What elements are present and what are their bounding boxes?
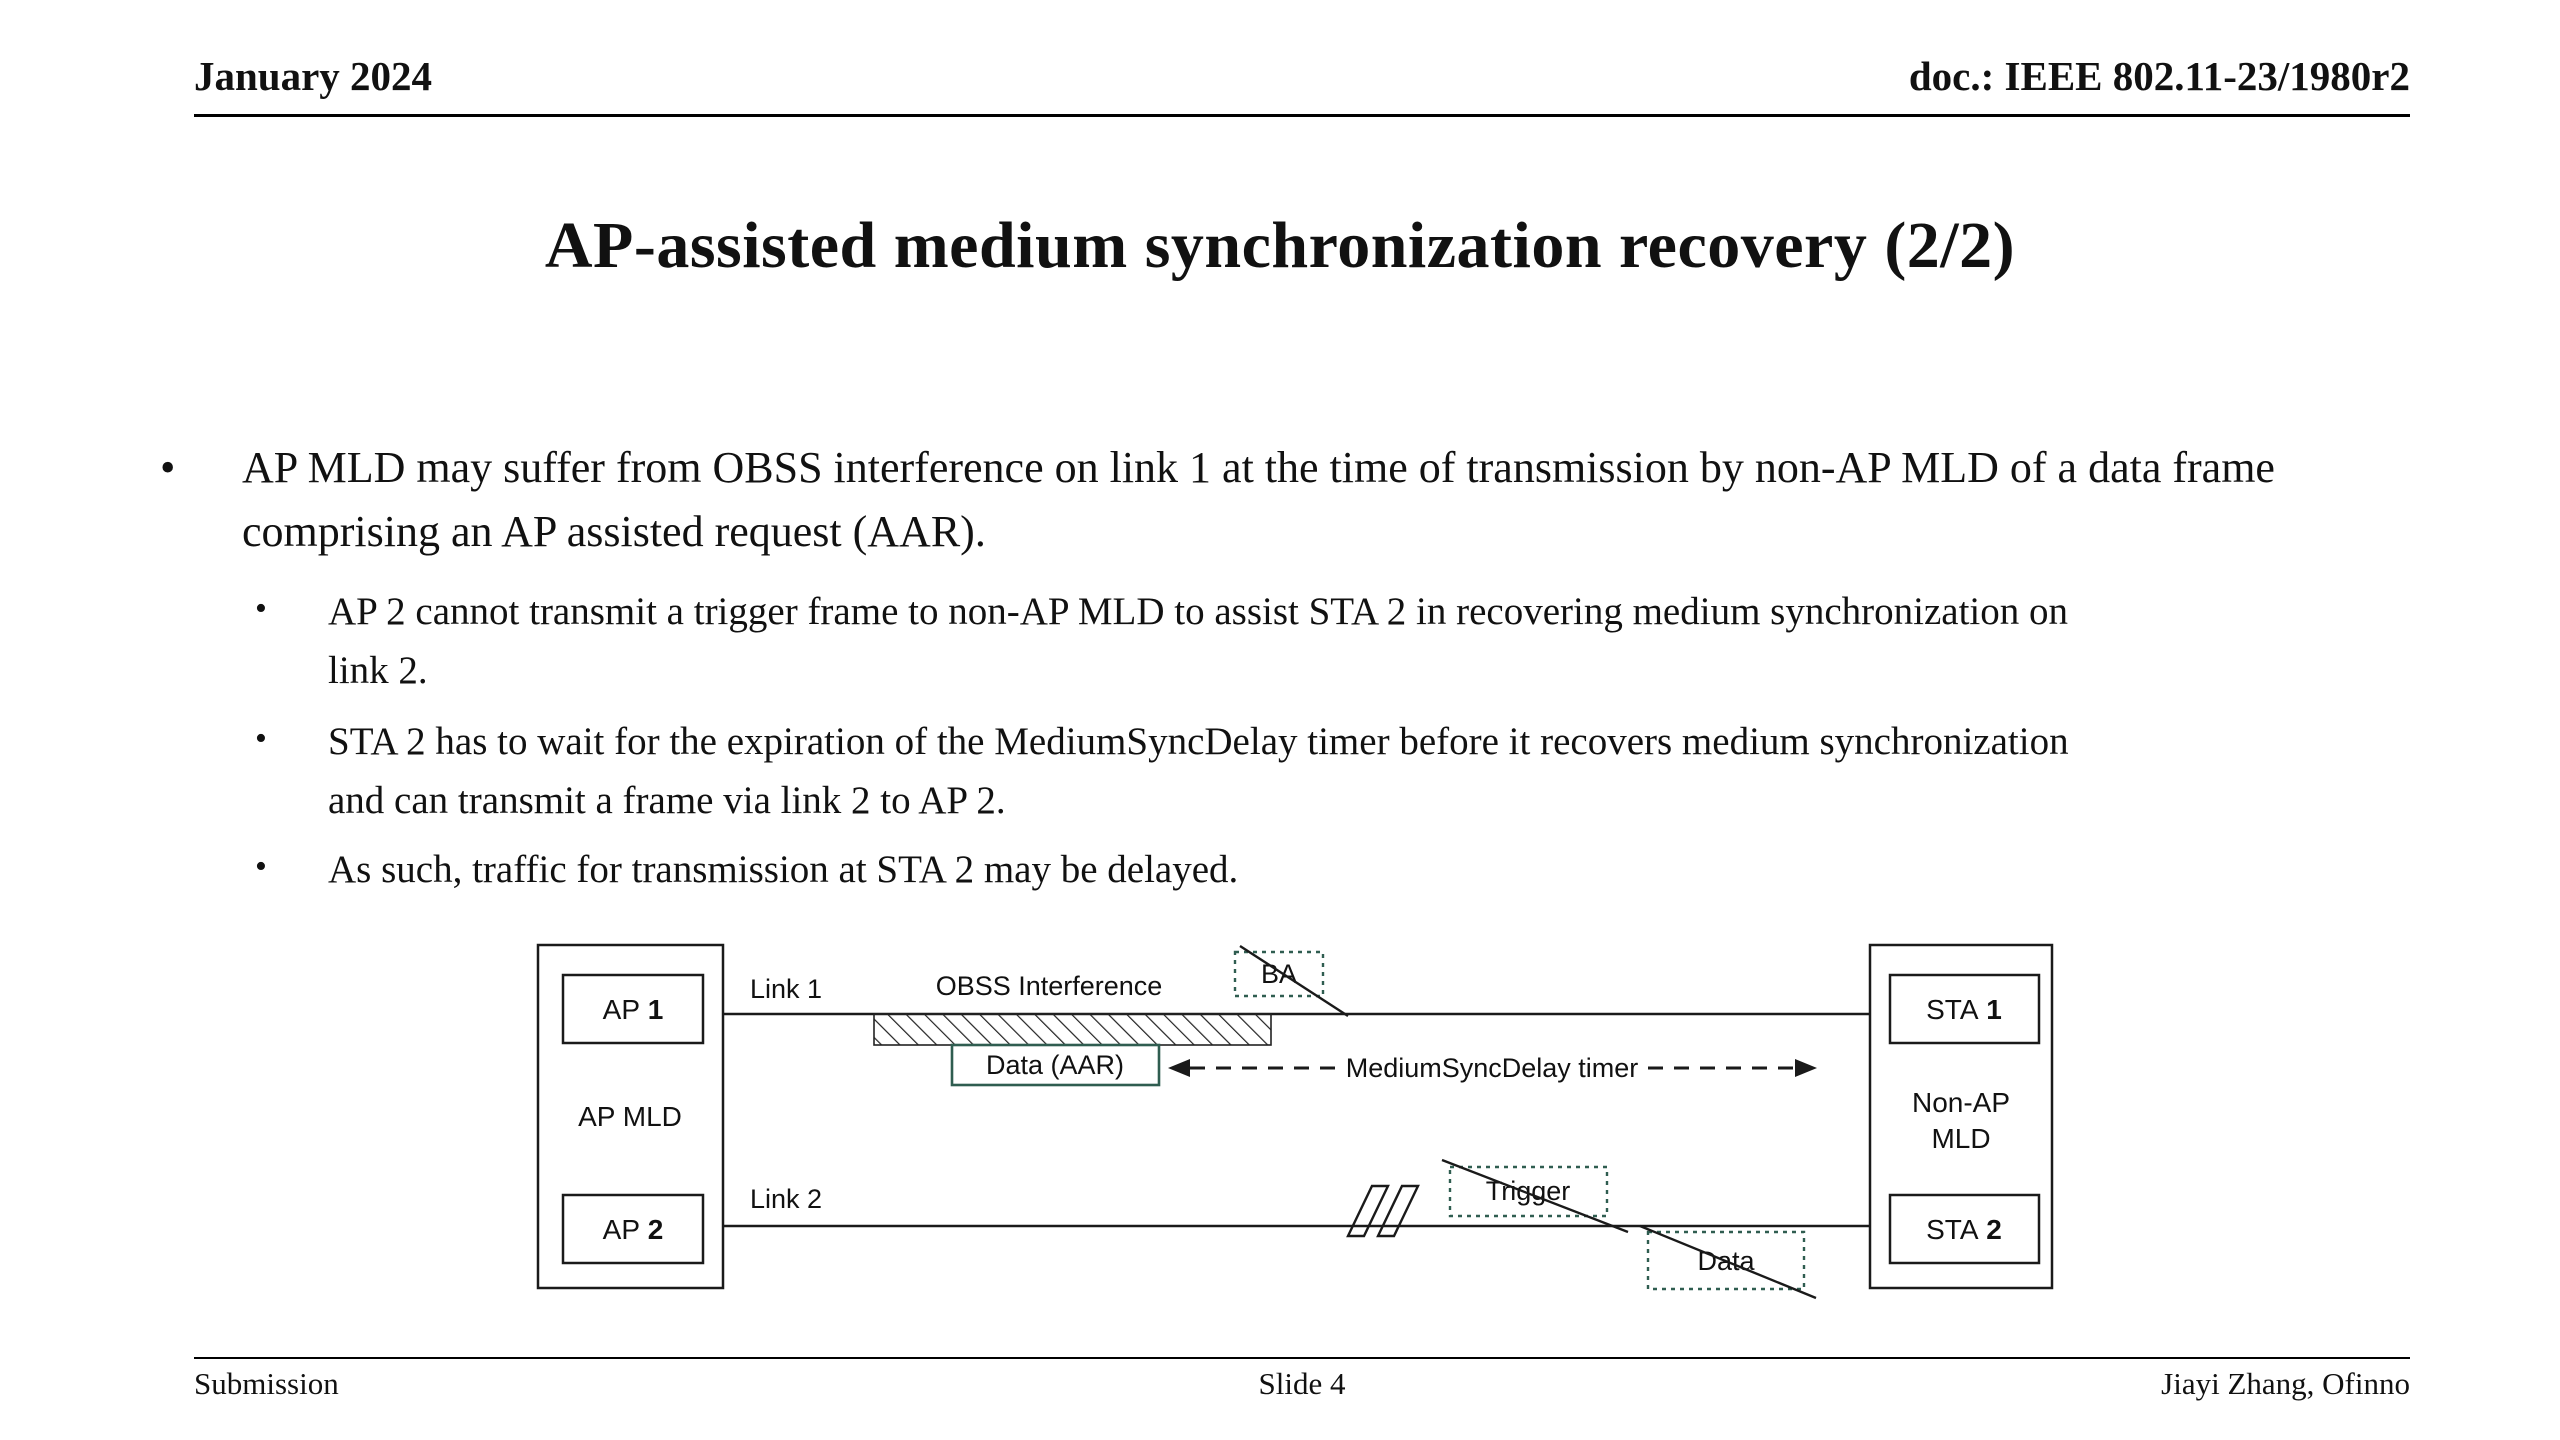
- data-crossout-slash: [1640, 1226, 1816, 1298]
- ap1-label-num: 1: [640, 994, 664, 1025]
- ap1-label-text: AP: [602, 994, 640, 1025]
- header-date: January 2024: [194, 53, 433, 99]
- ap2-label-num: 2: [640, 1214, 664, 1245]
- msd-arrow-right: [1795, 1059, 1817, 1077]
- obss-interference-band: [874, 1014, 1271, 1045]
- ba-crossout-slash: [1240, 946, 1348, 1016]
- bullet-marker: •: [255, 720, 267, 757]
- ba-label: BA: [1260, 959, 1298, 989]
- bullet-sub-2: [255, 713, 2155, 830]
- bullet-sub-2-text: STA 2 has to wait for the expiration of the MediumSyncDelay timer before it recovers medium synchronization and can transmit a frame via link 2 to AP 2.: [328, 720, 2069, 822]
- ap-mld-label: AP MLD: [578, 1101, 682, 1132]
- sta2-label-num: 2: [1978, 1214, 2002, 1245]
- ap1-label: [603, 994, 664, 1025]
- header-rule: [194, 114, 2410, 117]
- bullet-marker: •: [160, 443, 176, 492]
- trigger-crossout-slash: [1442, 1160, 1628, 1232]
- trigger-label: Trigger: [1485, 1176, 1571, 1206]
- bullet-sub-3-text: As such, traffic for transmission at STA 2 may be delayed.: [328, 848, 1239, 891]
- link2-label: Link 2: [750, 1184, 823, 1214]
- data-label: Data: [1697, 1246, 1755, 1276]
- link1-label: Link 1: [750, 974, 823, 1004]
- data-aar-label: Data (AAR): [985, 1050, 1125, 1080]
- ap2-label: [603, 1214, 664, 1245]
- footer-rule: [194, 1357, 2410, 1359]
- footer-author: Jiayi Zhang, Ofinno: [2161, 1366, 2410, 1401]
- sta1-label-text: STA: [1926, 994, 1979, 1025]
- non-ap-mld-label-line1: Non-AP: [1911, 1087, 2011, 1118]
- msd-timer-label: MediumSyncDelay timer: [1345, 1053, 1639, 1083]
- timeline-diagram: [500, 940, 2100, 1320]
- slide-footer: [194, 1366, 2410, 1402]
- sta1-label: [1926, 994, 2002, 1025]
- slide-title: AP-assisted medium synchronization recovery (2/2): [544, 209, 2016, 282]
- bullet-marker: •: [255, 590, 267, 627]
- bullet-main-text: AP MLD may suffer from OBSS interference on link 1 at the time of transmission by non-AP MLD of a data frame comprising an AP assisted request (AAR).: [242, 443, 2275, 556]
- sta1-label-num: 1: [1978, 994, 2002, 1025]
- slide-header: [194, 52, 2410, 100]
- bullet-marker: •: [255, 848, 267, 885]
- bullet-sub-1-text: AP 2 cannot transmit a trigger frame to non-AP MLD to assist STA 2 in recovering medium synchronization on link 2.: [328, 590, 2069, 692]
- bullet-sub-3: [255, 841, 2155, 900]
- footer-slide-number: Slide 4: [1258, 1366, 1346, 1401]
- sta2-label: [1926, 1214, 2002, 1245]
- bullet-main: [160, 436, 2430, 564]
- obss-interference-label: OBSS Interference: [935, 971, 1163, 1001]
- msd-arrow-left: [1168, 1059, 1190, 1077]
- header-doc-number: doc.: IEEE 802.11-23/1980r2: [1908, 53, 2410, 99]
- footer-submission: Submission: [194, 1366, 339, 1401]
- bullet-sub-1: [255, 583, 2155, 700]
- ap2-label-text: AP: [602, 1214, 640, 1245]
- non-ap-mld-label-line2: MLD: [1931, 1123, 1991, 1154]
- sta2-label-text: STA: [1926, 1214, 1979, 1245]
